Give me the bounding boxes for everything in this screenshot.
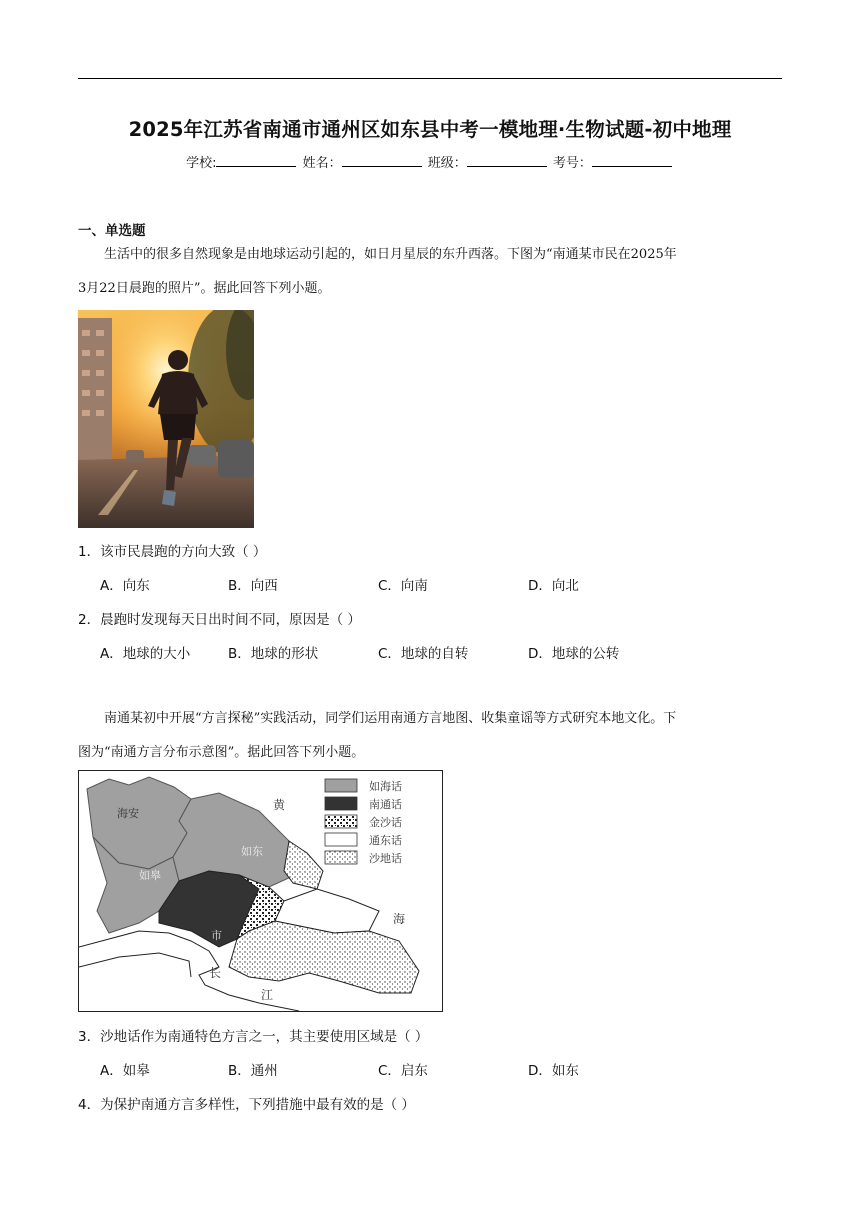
legend-shadi: 沙地话 [369, 852, 402, 865]
map-label-rugao: 如皋 [139, 869, 161, 882]
class-label: 班级： [427, 156, 467, 171]
student-info-line [0, 152, 860, 171]
map-label-hai: 海 [393, 912, 406, 926]
map-label-haian: 海安 [117, 807, 139, 820]
intro-paragraph-1 [78, 238, 782, 306]
exam-number-blank[interactable] [592, 154, 672, 167]
dialect-map [78, 770, 443, 1012]
name-label: 姓名： [302, 156, 342, 171]
q2-option-d[interactable]: D．地球的公转 [528, 646, 620, 662]
q1-option-b[interactable]: B．向西 [228, 578, 278, 594]
intro2-line2: 图为“南通方言分布示意图”。据此回答下列小题。 [78, 745, 365, 760]
shadi-north-region [284, 841, 323, 889]
map-label-chang: 长 [209, 966, 222, 980]
intro1-line1: 生活中的很多自然现象是由地球运动引起的，如日月星辰的东升西落。下图为“南通某市民在2025年 [104, 247, 677, 262]
intro1-line2: 3月22日晨跑的照片”。据此回答下列小题。 [78, 281, 331, 296]
map-label-shi: 市 [211, 929, 222, 942]
page-title: 2025年江苏省南通市通州区如东县中考一模地理·生物试题-初中地理 [128, 118, 732, 141]
question-3: 3．沙地话作为南通特色方言之一，其主要使用区域是（ ） [78, 1029, 429, 1045]
intro-paragraph-2 [78, 702, 782, 770]
map-label-huang: 黄 [273, 798, 286, 812]
q3-option-b[interactable]: B．通州 [228, 1063, 278, 1079]
shadi-region [229, 921, 419, 993]
map-label-jiang: 江 [261, 988, 274, 1002]
section-heading: 一、单选题 [78, 223, 146, 239]
runner-photo [78, 310, 254, 528]
name-blank[interactable] [342, 154, 422, 167]
legend-ruhai: 如海话 [369, 780, 402, 793]
question-1: 1．该市民晨跑的方向大致（ ） [78, 544, 267, 560]
q1-option-a[interactable]: A．向东 [100, 578, 150, 594]
map-label-rudong: 如东 [241, 845, 263, 858]
q3-option-a[interactable]: A．如皋 [100, 1063, 150, 1079]
legend-jinsha: 金沙话 [369, 816, 402, 829]
q1-option-c[interactable]: C．向南 [378, 578, 428, 594]
legend-nantong: 南通话 [369, 798, 402, 811]
intro2-line1: 南通某初中开展“方言探秘”实践活动，同学们运用南通方言地图、收集童谣等方式研究本地文化。下 [104, 711, 677, 726]
map-legend [325, 779, 402, 865]
exam-number-label: 考号： [552, 156, 592, 171]
q2-option-b[interactable]: B．地球的形状 [228, 646, 319, 662]
yangtze-south-bank [79, 953, 191, 977]
question-4: 4．为保护南通方言多样性，下列措施中最有效的是（ ） [78, 1097, 415, 1113]
q2-option-c[interactable]: C．地球的自转 [378, 646, 469, 662]
top-rule [78, 78, 782, 79]
class-blank[interactable] [467, 154, 547, 167]
q3-option-c[interactable]: C．启东 [378, 1063, 428, 1079]
school-label: 学校: [186, 156, 217, 171]
q1-option-d[interactable]: D．向北 [528, 578, 579, 594]
q2-option-a[interactable]: A．地球的大小 [100, 646, 191, 662]
q3-option-d[interactable]: D．如东 [528, 1063, 579, 1079]
school-blank[interactable] [216, 154, 296, 167]
question-2: 2．晨跑时发现每天日出时间不同，原因是（ ） [78, 612, 361, 628]
legend-tongdong: 通东话 [369, 834, 402, 847]
